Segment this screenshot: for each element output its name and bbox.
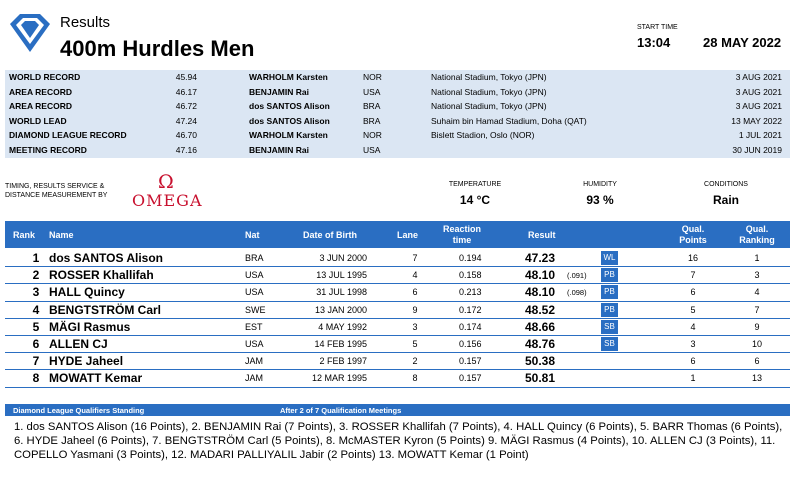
- qual-points: 6: [690, 287, 696, 298]
- record-value: 47.24: [175, 115, 197, 126]
- record-badge: PB: [601, 285, 618, 299]
- temperature-label: TEMPERATURE: [448, 181, 502, 188]
- date-of-birth: 31 JUL 1998: [316, 287, 367, 298]
- humidity-value: 93 %: [586, 193, 614, 207]
- qual-ranking: 10: [751, 338, 762, 349]
- qual-ranking: 4: [754, 287, 760, 298]
- date-of-birth: 3 JUN 2000: [319, 253, 367, 263]
- result: 48.10: [525, 268, 556, 283]
- temperature-value: 14 °C: [459, 193, 491, 207]
- header-nat: Nat: [245, 230, 260, 240]
- record-value: 47.16: [175, 144, 197, 155]
- conditions-value: Rain: [712, 193, 739, 207]
- nationality: USA: [245, 338, 264, 349]
- table-row: [5, 250, 790, 267]
- nationality: EST: [245, 321, 263, 332]
- record-row: [5, 70, 790, 85]
- table-row: [5, 319, 790, 336]
- rank: 1: [32, 251, 40, 265]
- result: 48.76: [525, 336, 556, 351]
- record-nat: NOR: [363, 72, 382, 82]
- record-date: 3 AUG 2021: [735, 86, 782, 97]
- date-of-birth: 12 MAR 1995: [311, 373, 367, 384]
- date-of-birth: 13 JAN 2000: [314, 304, 367, 315]
- qual-points: 6: [690, 356, 696, 367]
- record-date: 3 AUG 2021: [735, 101, 782, 112]
- header-reaction: Reaction: [442, 224, 481, 234]
- qual-ranking: 3: [754, 270, 760, 281]
- nationality: JAM: [245, 356, 263, 367]
- table-row: [5, 370, 790, 387]
- record-label: AREA RECORD: [9, 101, 72, 112]
- record-holder: WARHOLM Karsten: [249, 72, 328, 82]
- record-nat: BRA: [363, 115, 381, 126]
- record-date: 1 JUL 2021: [738, 130, 782, 141]
- athlete-name: MÄGI Rasmus: [49, 319, 131, 334]
- record-row: [5, 128, 790, 143]
- timing-credit: [5, 183, 115, 200]
- header-result: Result: [528, 230, 556, 240]
- qual-ranking: 13: [751, 373, 762, 384]
- qual-ranking: 7: [754, 304, 760, 315]
- lane: 9: [412, 304, 418, 315]
- record-row: [5, 85, 790, 100]
- record-venue: Bislett Stadion, Oslo (NOR): [431, 130, 535, 141]
- rank: 8: [32, 371, 40, 386]
- record-badge: SB: [601, 337, 618, 351]
- record-label: WORLD LEAD: [9, 115, 67, 126]
- date-of-birth: 13 JUL 1995: [316, 270, 367, 281]
- nationality: USA: [245, 270, 264, 281]
- lane: 2: [412, 356, 418, 367]
- athlete-name: ALLEN CJ: [49, 336, 108, 351]
- rank: 7: [32, 354, 40, 369]
- qual-points: 5: [690, 304, 696, 315]
- lane: 6: [412, 287, 418, 298]
- start-time-label: START TIME: [637, 24, 678, 31]
- conditions-label: CONDITIONS: [704, 181, 748, 188]
- record-badge: WL: [601, 251, 618, 265]
- tiebreak-time: (.091): [567, 271, 587, 281]
- omega-logo: [128, 173, 208, 211]
- table-row: [5, 284, 790, 301]
- tiebreak-time: (.098): [567, 288, 587, 298]
- rank: 6: [32, 336, 40, 351]
- header-rank: Rank: [13, 230, 36, 240]
- section-label: Results: [60, 14, 111, 31]
- results-table: [5, 250, 790, 388]
- result: 48.66: [525, 319, 556, 334]
- record-venue: National Stadium, Tokyo (JPN): [431, 72, 547, 82]
- record-nat: USA: [363, 144, 381, 155]
- reaction-time: 0.158: [459, 270, 482, 281]
- header-reaction-time: time: [452, 235, 472, 245]
- record-nat: USA: [363, 86, 381, 97]
- standings-after: After 2 of 7 Qualification Meetings: [280, 406, 402, 415]
- result: 50.38: [525, 354, 556, 369]
- standings-title: Diamond League Qualifiers Standing: [13, 406, 145, 415]
- result: 48.10: [525, 285, 556, 300]
- record-venue: National Stadium, Tokyo (JPN): [431, 101, 547, 112]
- record-row: [5, 114, 790, 129]
- date-of-birth: 4 MAY 1992: [318, 321, 367, 332]
- record-badge: SB: [601, 320, 618, 334]
- diamond-league-logo: [6, 12, 54, 56]
- header-qual-points-2: Points: [679, 235, 707, 245]
- header-dob: Date of Birth: [303, 230, 357, 240]
- timing-line-2: DISTANCE MEASUREMENT BY: [5, 191, 108, 199]
- table-row: [5, 302, 790, 319]
- record-holder: BENJAMIN Rai: [249, 144, 309, 155]
- nationality: SWE: [245, 304, 266, 315]
- record-nat: BRA: [363, 101, 381, 112]
- result: 50.81: [525, 371, 556, 386]
- table-row: [5, 336, 790, 353]
- athlete-name: HALL Quincy: [49, 285, 125, 300]
- lane: 3: [412, 321, 418, 332]
- result: 47.23: [525, 251, 556, 265]
- rank: 5: [32, 319, 40, 334]
- lane: 7: [412, 253, 418, 263]
- record-value: 45.94: [175, 72, 197, 82]
- table-row: [5, 353, 790, 370]
- header-name: Name: [49, 230, 74, 240]
- header-qual-ranking-2: Ranking: [739, 235, 775, 245]
- table-row: [5, 267, 790, 284]
- nationality: USA: [245, 287, 264, 298]
- record-value: 46.70: [175, 130, 197, 141]
- record-holder: dos SANTOS Alison: [249, 115, 330, 126]
- timing-line-1: TIMING, RESULTS SERVICE &: [5, 183, 105, 190]
- record-value: 46.72: [175, 101, 197, 112]
- record-label: WORLD RECORD: [9, 72, 81, 82]
- lane: 4: [412, 270, 418, 281]
- date-of-birth: 14 FEB 1995: [314, 338, 367, 349]
- athlete-name: MOWATT Kemar: [49, 371, 143, 386]
- reaction-time: 0.156: [459, 338, 482, 349]
- reaction-time: 0.157: [459, 356, 482, 367]
- header-qual-ranking: Qual.: [745, 224, 769, 234]
- lane: 8: [412, 373, 418, 384]
- qual-ranking: 1: [754, 253, 760, 263]
- standings-text: 1. dos SANTOS Alison (16 Points), 2. BENJAMIN Rai (7 Points), 3. ROSSER Khallifah (7 Points), 4. HALL Quincy (6 Points), 5. BARR Thomas (6 Points), 6. HYDE Jaheel (6 Points), 7. BENGTSTRÖM Carl (5 Points), 8. McMASTER Kyron (5 Points) 9. MÄGI Rasmus (4 Points), 10. ALLEN CJ (3 Points), 11. COPELLO Yasmani (3 Points), 12. MADARI PALLIYALIL Jabir (2 Points) 13. MOWATT Kemar (1 Point): [14, 421, 783, 461]
- record-row: [5, 143, 790, 158]
- record-holder: WARHOLM Karsten: [249, 130, 328, 141]
- record-label: MEETING RECORD: [9, 144, 87, 155]
- omega-wordmark: OMEGA: [132, 191, 203, 210]
- rank: 3: [32, 285, 40, 300]
- record-date: 3 AUG 2021: [735, 72, 782, 82]
- record-label: AREA RECORD: [9, 86, 72, 97]
- standings-header: [5, 404, 790, 416]
- event-title: 400m Hurdles Men: [60, 36, 255, 61]
- record-badge: PB: [601, 268, 618, 282]
- athlete-name: BENGTSTRÖM Carl: [49, 302, 162, 317]
- athlete-name: ROSSER Khallifah: [49, 268, 154, 283]
- omega-symbol-icon: Ω: [158, 171, 174, 193]
- athlete-name: dos SANTOS Alison: [49, 251, 164, 265]
- record-value: 46.17: [175, 86, 197, 97]
- record-label: DIAMOND LEAGUE RECORD: [9, 130, 127, 141]
- record-venue: National Stadium, Tokyo (JPN): [431, 86, 547, 97]
- record-holder: dos SANTOS Alison: [249, 101, 330, 112]
- qual-points: 7: [690, 270, 696, 281]
- reaction-time: 0.157: [459, 373, 482, 384]
- header-qual-points: Qual.: [681, 224, 705, 234]
- record-venue: Suhaim bin Hamad Stadium, Doha (QAT): [431, 115, 587, 126]
- header-lane: Lane: [397, 230, 419, 240]
- start-time: 13:04: [637, 35, 671, 50]
- qual-points: 16: [687, 253, 698, 263]
- date-of-birth: 2 FEB 1997: [319, 356, 367, 367]
- humidity-label: HUMIDITY: [583, 181, 617, 188]
- qual-ranking: 9: [754, 321, 760, 332]
- event-date: 28 MAY 2022: [703, 35, 782, 50]
- nationality: JAM: [245, 373, 263, 384]
- rank: 4: [32, 302, 40, 317]
- qual-points: 3: [690, 338, 696, 349]
- nationality: BRA: [245, 253, 264, 263]
- result: 48.52: [525, 302, 556, 317]
- reaction-time: 0.213: [459, 287, 482, 298]
- record-date: 30 JUN 2019: [732, 144, 782, 155]
- record-row: [5, 99, 790, 114]
- qual-points: 4: [690, 321, 696, 332]
- record-holder: BENJAMIN Rai: [249, 86, 309, 97]
- qual-ranking: 6: [754, 356, 760, 367]
- reaction-time: 0.172: [459, 304, 482, 315]
- qual-points: 1: [690, 373, 696, 384]
- reaction-time: 0.174: [459, 321, 482, 332]
- record-nat: NOR: [363, 130, 382, 141]
- lane: 5: [412, 338, 418, 349]
- athlete-name: HYDE Jaheel: [49, 354, 124, 369]
- record-badge: PB: [601, 303, 618, 317]
- rank: 2: [32, 268, 40, 283]
- reaction-time: 0.194: [459, 253, 482, 263]
- records-table: [5, 70, 790, 158]
- results-table-header: [5, 221, 790, 248]
- record-date: 13 MAY 2022: [731, 115, 782, 126]
